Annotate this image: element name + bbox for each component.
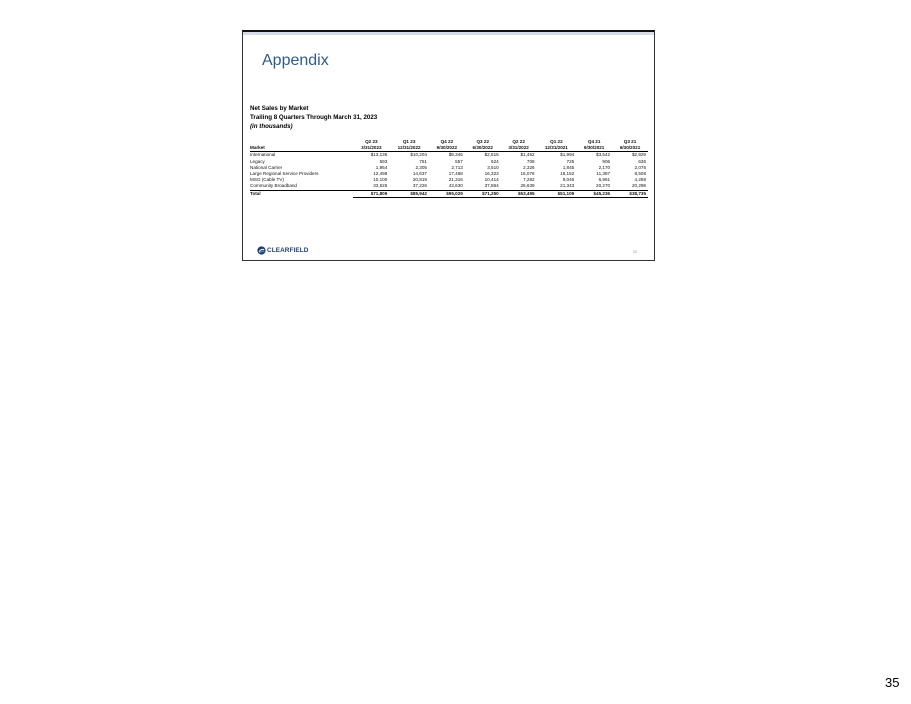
total-value-cell: $38,735 <box>612 190 648 197</box>
quarter-header: Q3 22 <box>476 139 489 144</box>
value-cell: 21,316 <box>448 177 463 183</box>
date-header: 9/30/2021 <box>576 145 612 152</box>
total-value-cell: $71,250 <box>465 190 501 197</box>
value-cell: 16,152 <box>560 171 575 177</box>
market-cell: Legacy <box>250 158 265 164</box>
net-sales-table <box>250 139 648 198</box>
value-cell: 557 <box>455 158 463 164</box>
value-cell: 6,961 <box>598 177 611 183</box>
value-cell: 17,468 <box>448 171 463 177</box>
value-cell: 37,226 <box>412 183 427 189</box>
value-cell: 10,100 <box>373 177 388 183</box>
slide-frame <box>242 30 655 261</box>
value-cell: 33,526 <box>373 183 388 189</box>
slide-title: Appendix <box>262 52 329 69</box>
total-value-cell: $95,029 <box>429 190 465 197</box>
date-header: 6/30/2022 <box>465 145 501 152</box>
value-cell: 15,078 <box>520 171 535 177</box>
value-cell: 9,046 <box>562 177 575 183</box>
table-row <box>250 152 648 159</box>
market-cell: Large Regional Service Providers <box>250 171 319 177</box>
value-cell: 26,639 <box>520 183 535 189</box>
clearfield-logo <box>257 246 308 255</box>
value-cell: 2,305 <box>415 164 427 170</box>
value-cell: 16,323 <box>484 171 499 177</box>
value-cell: 725 <box>566 158 575 164</box>
value-cell: 20,298 <box>631 183 646 189</box>
value-cell: 20,270 <box>596 183 611 189</box>
logo-text: CLEARFIELD <box>267 247 309 254</box>
value-cell: 4,288 <box>634 177 646 183</box>
value-cell: 43,630 <box>448 183 463 189</box>
value-cell: 2,076 <box>634 164 646 170</box>
table-title: Net Sales by Market <box>250 105 309 112</box>
value-cell: $1,462 <box>520 152 535 158</box>
market-cell: International <box>250 152 276 158</box>
clearfield-logo-icon <box>257 246 266 255</box>
value-cell: 3,510 <box>487 164 499 170</box>
market-cell: Community Broadband <box>250 183 297 189</box>
value-cell: 20,819 <box>412 177 427 183</box>
value-cell: 10,414 <box>484 177 499 183</box>
slide-top-bar <box>243 32 654 35</box>
value-cell: $9,345 <box>448 152 463 158</box>
quarter-header: Q1 23 <box>402 139 416 144</box>
total-value-cell: $51,109 <box>537 190 577 197</box>
value-cell: $2,929 <box>631 152 646 158</box>
quarter-header: Q4 22 <box>440 139 454 144</box>
value-cell: 37,864 <box>484 183 499 189</box>
value-cell: 2,326 <box>523 164 535 170</box>
quarter-header: Q4 21 <box>587 139 601 144</box>
quarter-header: Q3 21 <box>623 139 637 144</box>
value-cell: $13,136 <box>370 152 388 158</box>
value-cell: $2,515 <box>484 152 499 158</box>
market-cell: National Carrier <box>250 164 283 170</box>
value-cell: 751 <box>419 158 427 164</box>
quarter-header: Q1 22 <box>550 139 563 144</box>
total-label: Total <box>250 190 353 197</box>
value-cell: 2,170 <box>598 164 611 170</box>
value-cell: 2,713 <box>451 164 463 170</box>
value-cell: $1,994 <box>560 152 575 158</box>
total-value-cell: $85,942 <box>389 190 429 197</box>
value-cell: 14,637 <box>412 171 427 177</box>
date-header: 12/31/2022 <box>389 145 429 152</box>
value-cell: 7,282 <box>523 177 535 183</box>
date-header: 3/31/2022 <box>501 145 537 152</box>
market-cell: MSO (Cable TV) <box>250 177 284 183</box>
total-value-cell: $53,495 <box>501 190 537 197</box>
table-row <box>250 183 648 190</box>
value-cell: 636 <box>638 158 646 164</box>
quarter-header: Q2 22 <box>512 139 525 144</box>
value-cell: 1,845 <box>562 164 575 170</box>
value-cell: 708 <box>526 158 535 164</box>
total-row <box>250 190 648 197</box>
table-units: (in thousands) <box>250 123 293 130</box>
value-cell: 11,387 <box>596 171 611 177</box>
slide-number: 35 <box>632 250 637 254</box>
value-cell: 906 <box>602 158 611 164</box>
value-cell: 1,954 <box>375 164 388 170</box>
date-header: 6/30/2021 <box>612 145 648 152</box>
table-subtitle: Trailing 8 Quarters Through March 31, 2023 <box>250 114 378 121</box>
total-value-cell: $71,809 <box>353 190 389 197</box>
date-header-row <box>250 145 648 152</box>
page-number: 35 <box>885 675 900 690</box>
date-header: 9/30/2022 <box>429 145 465 152</box>
quarter-header: Q2 23 <box>365 139 378 144</box>
value-cell: $3,542 <box>596 152 611 158</box>
value-cell: 593 <box>379 158 388 164</box>
value-cell: 8,508 <box>634 171 646 177</box>
date-header: 3/31/2023 <box>353 145 389 152</box>
date-header: 12/31/2021 <box>537 145 577 152</box>
total-value-cell: $45,236 <box>576 190 612 197</box>
value-cell: $10,204 <box>410 152 427 158</box>
value-cell: 12,498 <box>373 171 388 177</box>
table-body <box>250 152 648 197</box>
value-cell: 21,343 <box>560 183 575 189</box>
market-header: Market <box>250 145 353 152</box>
value-cell: 624 <box>491 158 499 164</box>
